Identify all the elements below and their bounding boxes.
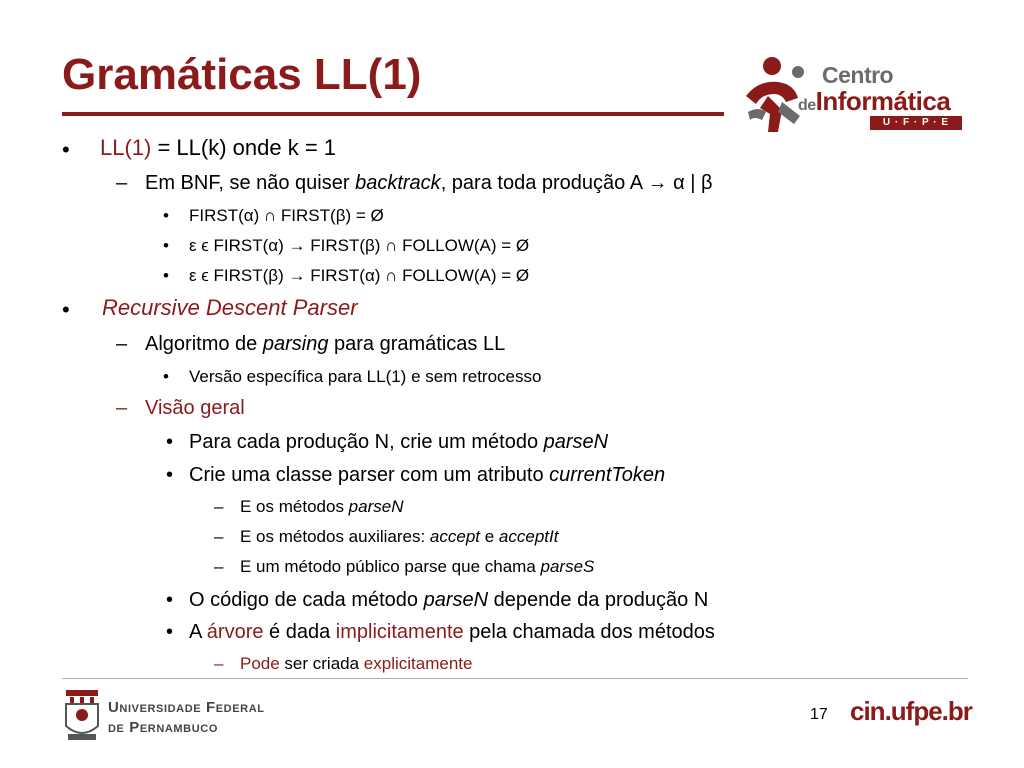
epsilon-first-beta-line: ε ϵ FIRST(β) → FIRST(α) ∩ FOLLOW(A) = Ø xyxy=(189,266,530,285)
footer-url: cin.ufpe.br xyxy=(850,696,972,726)
text-span-italic: acceptIt xyxy=(498,527,559,546)
text-span-italic: parseN xyxy=(423,589,489,611)
text-span: E um método público parse que chama xyxy=(240,557,541,576)
text-span-italic: parseS xyxy=(540,557,595,576)
dash-marker: – xyxy=(214,497,224,516)
ufpe-seal-icon xyxy=(62,688,102,744)
text-span: Em BNF, se não quiser xyxy=(145,172,356,194)
text-span: O código de cada método xyxy=(189,589,424,611)
logo-centro-text: Centro xyxy=(822,62,894,88)
text-span-italic: backtrack xyxy=(355,172,441,194)
university-name-line2: de Pernambuco xyxy=(108,719,218,736)
text-span: Para cada produção N, crie um método xyxy=(189,431,544,453)
codigo-metodo-line xyxy=(189,589,708,612)
ll1-term: LL(1) xyxy=(100,135,152,160)
bullet-marker: • xyxy=(163,266,169,285)
epsilon-first-alpha-line: ε ϵ FIRST(α) → FIRST(β) ∩ FOLLOW(A) = Ø xyxy=(189,236,530,255)
metodos-parsen-line xyxy=(240,497,403,517)
bullet-marker: • xyxy=(166,621,174,643)
bullet-marker: • xyxy=(166,589,174,611)
text-span: é dada xyxy=(263,621,336,643)
bullet-ll1 xyxy=(100,135,336,161)
bullet-marker: • xyxy=(166,431,174,453)
sub-bullet-visao-geral: Visão geral xyxy=(145,397,245,419)
bullet-marker: • xyxy=(163,236,169,255)
dash-marker: – xyxy=(116,397,128,419)
arvore-implicita-line xyxy=(189,621,715,644)
text-span: E os métodos xyxy=(240,497,349,516)
crie-classe-line xyxy=(189,464,665,487)
text-span: A xyxy=(189,621,207,643)
bullet-marker: • xyxy=(62,137,70,162)
footer-divider xyxy=(62,678,968,679)
logo-informatica-main: Informática xyxy=(815,86,951,116)
text-span-italic: currentToken xyxy=(549,464,666,486)
logo-de-text: de xyxy=(798,97,816,114)
text-span-italic: parseN xyxy=(543,431,609,453)
dash-marker: – xyxy=(214,557,224,576)
university-name xyxy=(108,698,265,738)
title-underline xyxy=(62,112,724,116)
text-span-italic: parseN xyxy=(348,497,404,516)
bullet-recursive-descent: Recursive Descent Parser xyxy=(102,295,358,320)
dash-marker: – xyxy=(214,527,224,546)
university-name-line1: Universidade Federal xyxy=(108,699,265,716)
dash-marker: – xyxy=(214,654,224,673)
centro-de-informatica-logo xyxy=(738,52,974,142)
text-span: Algoritmo de xyxy=(145,333,263,355)
text-span: pela chamada dos métodos xyxy=(463,621,715,643)
logo-informatica-text xyxy=(798,86,950,117)
dash-marker: – xyxy=(116,333,128,355)
metodos-auxiliares-line xyxy=(240,527,558,547)
bullet-marker: • xyxy=(163,367,169,386)
text-span-red: Pode xyxy=(240,654,280,673)
metodo-publico-line xyxy=(240,557,594,577)
versao-especifica-line: Versão específica para LL(1) e sem retrocesso xyxy=(189,367,542,386)
sub-bullet-algoritmo xyxy=(145,333,505,356)
text-span: Crie uma classe parser com um atributo xyxy=(189,464,550,486)
text-span: E os métodos auxiliares: xyxy=(240,527,430,546)
text-span-italic: parsing xyxy=(262,333,329,355)
bullet-marker: • xyxy=(62,297,70,322)
text-span: ser criada xyxy=(279,654,364,673)
dash-marker: – xyxy=(116,172,128,194)
text-span: e xyxy=(480,527,499,546)
text-span: depende da produção N xyxy=(488,589,709,611)
logo-ufpe-tag: U · F · P · E xyxy=(870,116,962,130)
ll1-definition: = LL(k) onde k = 1 xyxy=(151,135,337,160)
text-span-red: implicitamente xyxy=(335,621,464,643)
text-span-red: explicitamente xyxy=(363,654,473,673)
text-span: para gramáticas LL xyxy=(328,333,506,355)
first-intersection-line: FIRST(α) ∩ FIRST(β) = Ø xyxy=(189,206,384,225)
sub-bullet-bnf xyxy=(145,172,712,195)
slide-title: Gramáticas LL(1) xyxy=(62,50,422,99)
text-span-red: árvore xyxy=(206,621,264,643)
bullet-marker: • xyxy=(166,464,174,486)
bullet-marker: • xyxy=(163,206,169,225)
para-cada-producao-line xyxy=(189,431,608,454)
text-span-italic: accept xyxy=(429,527,481,546)
text-span: , para toda produção A → α | β xyxy=(440,172,713,194)
page-number: 17 xyxy=(810,706,828,723)
pode-ser-criada-line xyxy=(240,654,472,674)
